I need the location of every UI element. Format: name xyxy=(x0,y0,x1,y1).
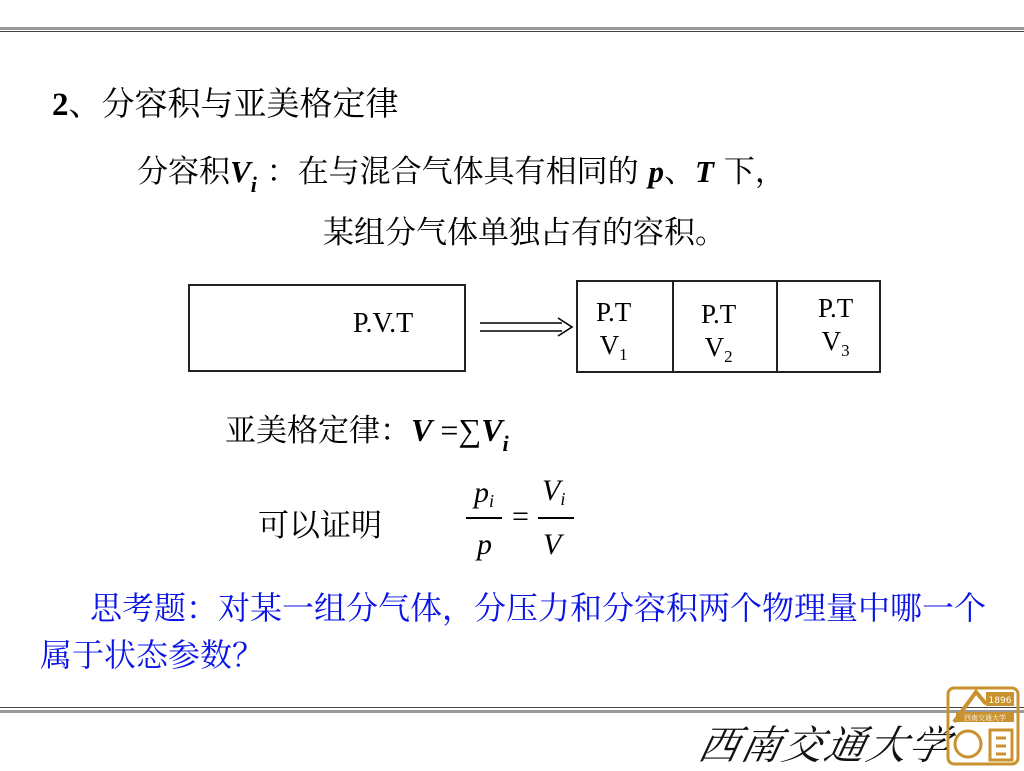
rhs-denominator: V xyxy=(543,528,562,561)
rhs-numerator: Vi xyxy=(542,474,566,509)
component-cell-1 xyxy=(596,296,631,365)
def-symbol: V xyxy=(230,154,251,189)
law-lhs: V xyxy=(411,412,433,448)
def-sep: 、 xyxy=(664,154,696,190)
bottom-rule xyxy=(0,710,1024,713)
cell-var: V xyxy=(599,330,620,360)
equals-sign: = xyxy=(512,500,529,533)
lhs-fraction-bar xyxy=(466,517,502,519)
def-symbol-sub: i xyxy=(250,172,257,197)
box-divider xyxy=(672,282,674,371)
cell-pt: P.T xyxy=(701,299,737,329)
emblem-caption: 西南交通大学 xyxy=(964,714,1006,722)
double-arrow-icon xyxy=(478,317,574,337)
think-question: 思考题：对某一组分气体，分压力和分容积两个物理量中哪一个属于状态参数？ xyxy=(40,589,987,674)
lhs-numerator: pi xyxy=(474,476,495,511)
cell-sub: 2 xyxy=(724,347,733,366)
lhs-denominator: p xyxy=(477,528,492,561)
top-rule-thin xyxy=(0,31,1024,32)
university-emblem-icon xyxy=(946,682,1020,766)
cell-var: V xyxy=(704,332,725,362)
law-eq: =∑ xyxy=(432,412,482,448)
definition-line-1 xyxy=(137,146,786,197)
amagat-law xyxy=(225,405,509,456)
component-boxes xyxy=(576,280,881,373)
law-label: 亚美格定律： xyxy=(225,413,411,449)
section-heading xyxy=(52,78,399,125)
def-p: p xyxy=(648,154,665,189)
top-rule xyxy=(0,27,1024,30)
proof-label: 可以证明 xyxy=(258,508,382,544)
mixture-box xyxy=(188,284,466,372)
definition-line-2: 某组分气体单独占有的容积。 xyxy=(323,215,726,251)
cell-sub: 3 xyxy=(841,341,850,360)
component-cell-3 xyxy=(818,292,853,361)
component-cell-2 xyxy=(701,298,736,367)
emblem-year: 1896 xyxy=(988,696,1012,706)
law-rhs: V xyxy=(481,412,503,448)
bottom-rule-thin xyxy=(0,707,1024,708)
box-divider xyxy=(776,282,778,371)
def-text-b: 下， xyxy=(713,154,786,190)
def-label: 分容积 xyxy=(137,154,230,190)
cell-sub: 1 xyxy=(619,345,628,364)
cell-pt: P.T xyxy=(596,297,632,327)
cell-var: V xyxy=(821,326,842,356)
mixture-label: P.V.T xyxy=(353,308,414,339)
cell-pt: P.T xyxy=(818,293,854,323)
heading-text: 、分容积与亚美格定律 xyxy=(68,84,399,123)
def-t: T xyxy=(695,154,714,189)
def-text-a: ：在与混合气体具有相同的 xyxy=(256,154,649,190)
heading-number: 2 xyxy=(52,87,69,123)
university-name-logo: 西南交通大学 xyxy=(694,723,957,769)
rhs-fraction-bar xyxy=(538,517,574,519)
law-rhs-sub: i xyxy=(502,431,509,456)
